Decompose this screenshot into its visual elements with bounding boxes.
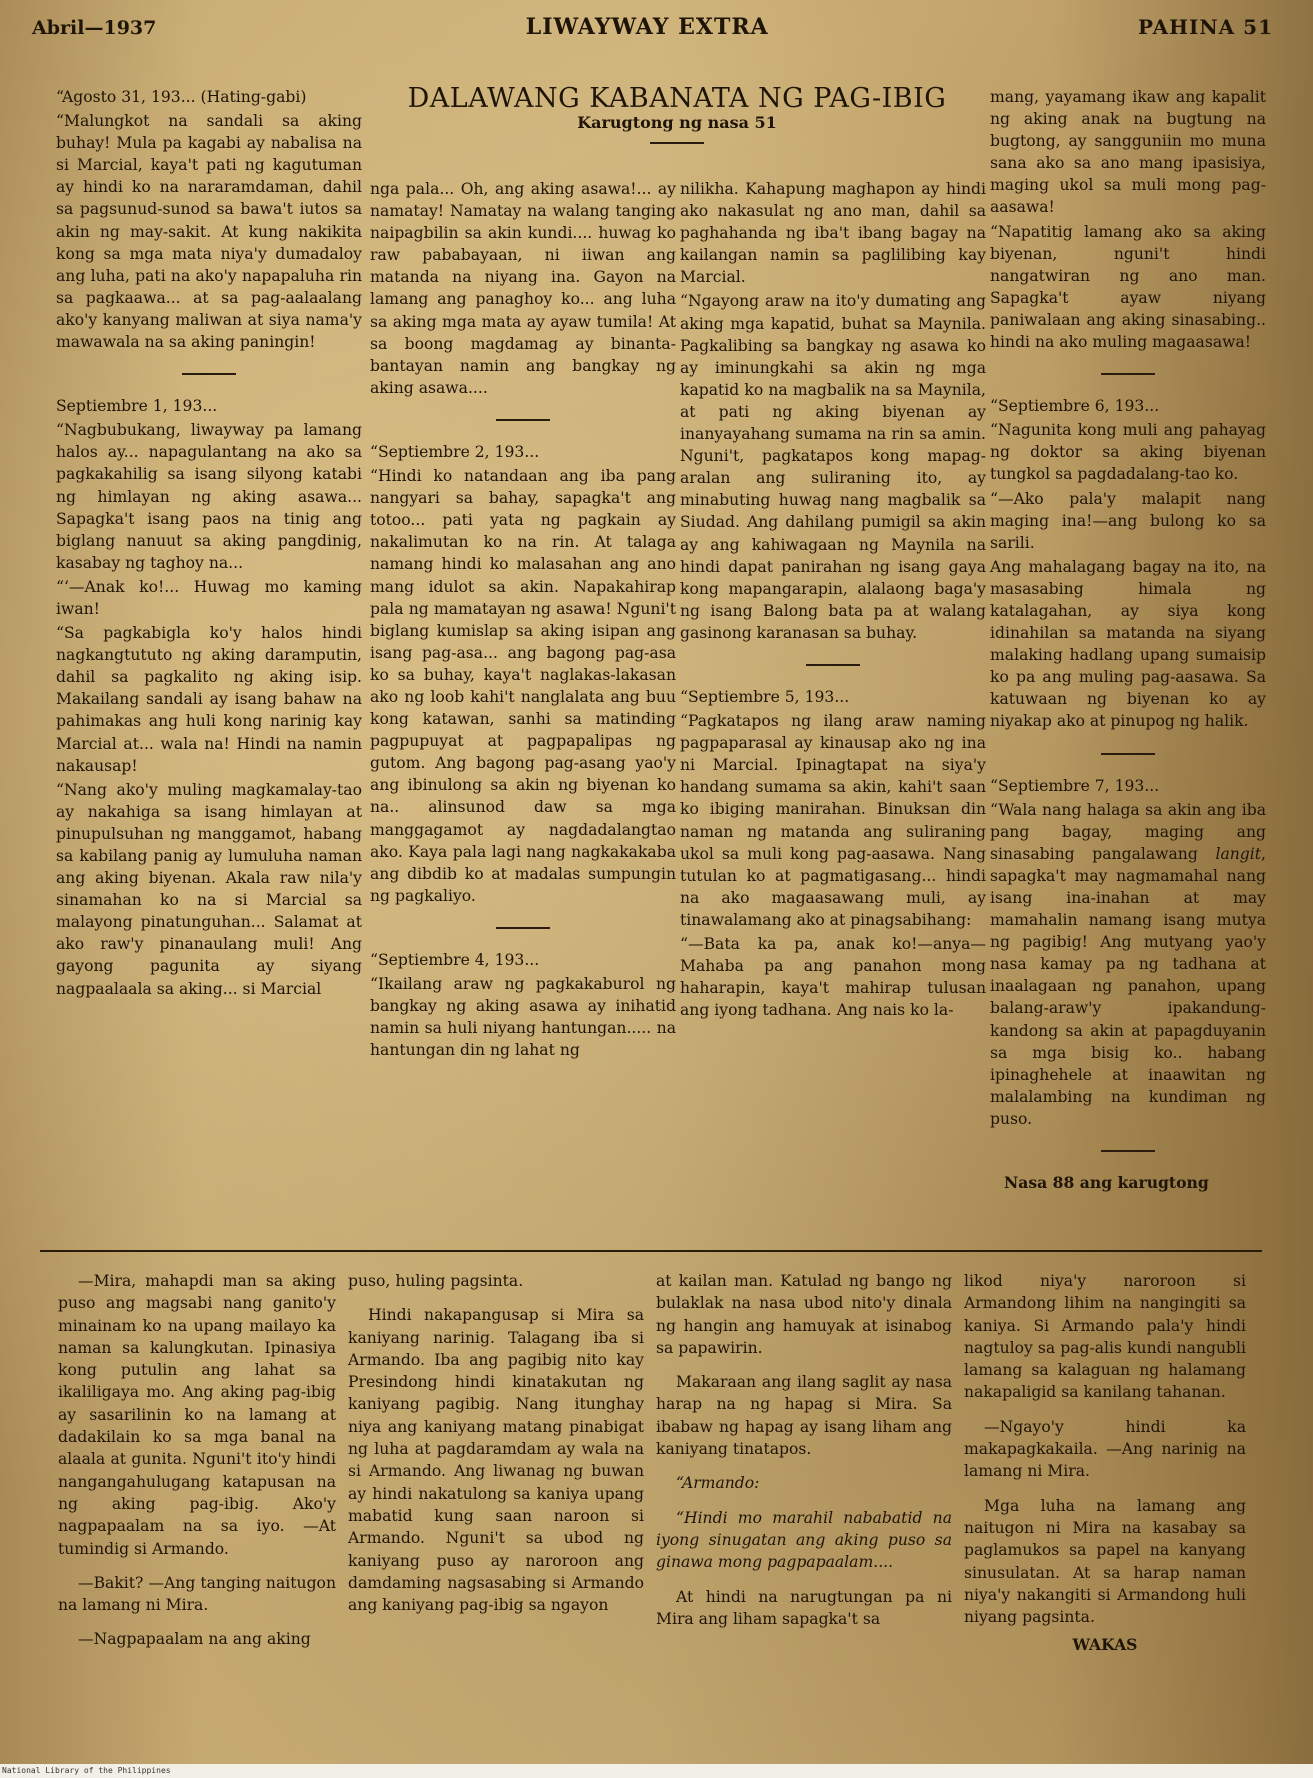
italic-text: “Hindi mo marahil nababatid na iyong sinugatan ang aking puso sa ginawa mong pagpapaalam.... bbox=[656, 1508, 952, 1572]
section-divider bbox=[1101, 373, 1155, 375]
upper-story bbox=[32, 48, 1273, 1260]
paragraph: nga pala... Oh, ang aking asawa!... ay namatay! Namatay na walang tanging naipagbilin sa akin kundi.... huwag ko raw pababayaan, ni iiwan ang matanda na niyang ina. Gayon na lamang ang panaghoy ko... ang luha sa aking mga mata ay ayaw tumila! At sa boong magdamag ay binanta-bantayan namin ang bangkay ng aking asawa.... bbox=[370, 180, 676, 397]
continuation-note: Nasa 88 ang karugtong bbox=[1004, 1173, 1209, 1193]
section-divider bbox=[496, 419, 550, 421]
letter-salutation bbox=[656, 1472, 952, 1494]
column-1 bbox=[56, 86, 362, 1002]
lower-column-3 bbox=[656, 1270, 952, 1642]
paragraph: “Ngayong araw na ito'y dumating ang aking mga kapatid, buhat sa Maynila. Pagkalibing sa bangkay ng asawa ko ay iminungkahi sa akin ng mga kapatid ko na magbalik na sa Maynila, at pati ng aking biyenan ay inanyayahang sumama na rin sa amin. Nguni't, pagkatapos kong mapag-aralan ang suliraning ito, ay minabuting huwag nang magbalik sa Siudad. Ang dahilang pumigil sa akin ay ang kahiwagaan ng Maynila na hindi dapat panirahan ng isang gaya kong mapangarapin, alalaong baga'y ng isang Balong bata pa at walang gasinong karanasan sa buhay. bbox=[680, 292, 986, 642]
section-divider bbox=[1101, 1150, 1155, 1152]
paragraph: “Hindi ko natandaan ang iba pang nangyari sa bahay, sapagka't ang totoo... pati yata ng pagkain ay nakalimutan ko na rin. At talaga namang hindi ko malasahan ang ano mang idulot sa akin. Napakahirap pala ng mamatayan ng asawa! Nguni't biglang kumislap sa aking isipan ang isang pag-asa... ang bagong pag-asa ko sa buhay, kaya't naglakas-lakasan ako ng loob kahi't nanglalata ang buu kong katawan, sanhi sa matinding pagpupuyat at pagpapalipas ng gutom. Ang bagong pag-asang yao'y ang ibinulong sa akin ng biyenan ko na.. alinsunod daw sa mga manggagamot ay nagdadalangtao ako. Kaya pala lagi nang nagkakakaba ang dibdib ko at madalas sumpungin ng pagkaliyo. bbox=[370, 467, 676, 905]
section-divider bbox=[496, 927, 550, 929]
paragraph: “—Bata ka pa, anak ko!—anya—Mahaba pa ang panahon mong haharapin, kaya't mahirap tulusan ang iyong tadhana. Ang nais ko la- bbox=[680, 935, 986, 1020]
paragraph: “Napatitig lamang ako sa aking biyenan, nguni't hindi nangatwiran ng ano man. Sapagka't ayaw niyang paniwalaan ang aking sinasabing.. hindi na ako muling magaasawa! bbox=[990, 222, 1266, 352]
paragraph: —Bakit? —Ang tanging naitugon na lamang ni Mira. bbox=[58, 1573, 336, 1615]
paragraph: mang, yayamang ikaw ang kapalit ng aking anak na bugtung na bugtong, ay sangguniin mo muna sana ako sa ano mang ipasisiya, maging ukol sa muli mong pag-aasawa! bbox=[990, 88, 1266, 217]
lower-column-1 bbox=[58, 1270, 336, 1663]
paragraph: “Nagbubukang, liwayway pa lamang halos ay... napagulantang na ako sa pagkakahilig sa isang silyong katabi ng himlayan ng aking asawa... Sapagka't isang paos na tinig ang biglang nanuut sa aking pangdinig, kasabay ng taghoy na... bbox=[56, 421, 362, 572]
diary-date-sep2: “Septiembre 2, 193... bbox=[370, 442, 540, 461]
paragraph: puso, huling pagsinta. bbox=[348, 1272, 524, 1290]
paragraph: “Nang ako'y muling magkamalay-tao ay nakahiga sa isang himlayan at pinupulsuhan ng manggamot, habang sa kabilang panig ay lumuluha naman ang aking biyenan. Akala raw nila'y sinamahan ko na si Marcial sa malayong pinatunguhan... Salamat at ako raw'y pinanaulang muli! Ang gayong pagunita ay siyang nagpaalaala sa aking... si Marcial bbox=[56, 780, 362, 998]
paragraph bbox=[990, 799, 1266, 1130]
column-2 bbox=[370, 178, 676, 1063]
paragraph: —Ngayo'y hindi ka makapagkakaila. —Ang narinig na lamang ni Mira. bbox=[964, 1417, 1246, 1481]
paragraph: Mga luha na lamang ang naitugon ni Mira na kasabay sa paglamukos sa papel na kanyang sinusulatan. At sa harap naman niya'y nakangiti si Armandong huli niyang pagsinta. bbox=[964, 1496, 1246, 1627]
paragraph: “Ikailang araw ng pagkakaburol ng bangkay ng aking asawa ay inihatid namin sa huli niyang hantungan..... na hantungan din ng lahat ng bbox=[370, 975, 676, 1060]
headline-continuation: Karugtong ng nasa 51 bbox=[577, 113, 777, 132]
italic-text: “Armando: bbox=[676, 1474, 760, 1493]
page-number: PAHINA 51 bbox=[1138, 15, 1273, 39]
diary-date-sep1: Septiembre 1, 193... bbox=[56, 397, 218, 416]
paragraph: “Nagunita kong muli ang pahayag ng doktor sa aking biyenan tungkol sa pagdadalang-tao ko. bbox=[990, 421, 1266, 484]
end-mark: WAKAS bbox=[1072, 1635, 1138, 1655]
column-4 bbox=[990, 86, 1266, 1196]
diary-date-aug31: “Agosto 31, 193... (Hating-gabi) bbox=[56, 88, 307, 106]
section-divider bbox=[806, 664, 860, 666]
paragraph: —Nagpapaalam na ang aking bbox=[78, 1630, 311, 1649]
lower-column-4 bbox=[964, 1270, 1246, 1669]
paragraph: At hindi na narugtungan pa ni Mira ang liham sapagka't sa bbox=[656, 1587, 952, 1628]
text-run: “Wala nang halaga sa akin ang iba pang bagay, maging ang sinasabing pangalawang bbox=[990, 800, 1266, 863]
paragraph: nilikha. Kahapung maghapon ay hindi ako nakasulat ng ano man, dahil sa paghahanda ng iba't ibang bagay na kailangan namin sa paglilibing kay Marcial. bbox=[680, 180, 986, 287]
paragraph: “—Ako pala'y malapit nang maging ina!—ang bulong ko sa sarili. bbox=[990, 489, 1266, 552]
paragraph: at kailan man. Katulad ng bango ng bulaklak na nasa ubod nito'y dinala ng hangin ang hamuyak at isinabog sa papawirin. bbox=[656, 1272, 952, 1357]
section-divider bbox=[182, 373, 236, 375]
story-separator-rule bbox=[40, 1250, 1262, 1252]
diary-date-sep7: “Septiembre 7, 193... bbox=[990, 776, 1160, 795]
letter-body bbox=[656, 1507, 952, 1574]
paragraph: Makaraan ang ilang saglit ay nasa harap na ng hapag si Mira. Sa ibabaw ng hapag ay isang liham ang kaniyang tinatapos. bbox=[656, 1373, 952, 1459]
section-divider bbox=[1101, 753, 1155, 755]
text-run: , sapagka't may nagmamahal nang isang ina-inahan at may mamahalin namang isang mutya ng pagibig! Ang mutyang yao'y nasa kamay pa ng tadhana at inaalagaan ng panahon, upang balang-araw'y ipakandung-kandong sa akin at papagduyanin sa mga bisig ko.. habang ipinaghehele at inaawitan ng malalambing na kundiman ng puso. bbox=[990, 844, 1266, 1128]
diary-date-sep6: “Septiembre 6, 193... bbox=[990, 397, 1160, 416]
headline-rule bbox=[650, 142, 704, 144]
paragraph: “Pagkatapos ng ilang araw naming pagpaparasal ay kinausap ako ng ina ni Marcial. Ipinagtapat na siya'y handang sumama sa akin, kahi't saan ko ibiging manirahan. Binuksan din naman ng matanda ang suliraning ukol sa muli kong pag-aasawa. Nang tutulan ko at pagmatigasang... hindi na ako magaasawang muli, ay tinawalamang ako at pinagsabihang: bbox=[680, 712, 986, 929]
paragraph: Ang mahalagang bagay na ito, na masasabing himala ng katalagahan, ay siya kong idinahilan sa matanda na siyang malaking hadlang upang sumaisip ko pa ang muling pag-aasawa. Sa katuwaan ng biyenan ko ay niyakap ako at pinupog ng halik. bbox=[990, 557, 1266, 731]
diary-date-sep5: “Septiembre 5, 193... bbox=[680, 687, 850, 706]
archive-footer: National Library of the Philippines bbox=[0, 1764, 1313, 1778]
diary-date-sep4: “Septiembre 4, 193... bbox=[370, 950, 540, 969]
issue-date: Abril—1937 bbox=[32, 17, 157, 39]
italic-word: langit bbox=[1215, 844, 1262, 863]
story-headline bbox=[370, 84, 984, 144]
column-3 bbox=[680, 178, 986, 1023]
paragraph: “Malungkot na sandali sa aking buhay! Mula pa kagabi ay nabalisa na si Marcial, kaya't pati ng kagutuman ay hindi ko na nararamdaman, dahil sa pagsunud-sunod sa bawa't iutos sa akin ng may-sakit. At kung nakikita kong sa mga mata niya'y dumadaloy ang luha, pati na ako'y napapaluha rin sa pagkaawa... at sa pag-aalaalang ako'y kanyang maliwan at siya nama'y mawawala na sa aking paningin! bbox=[56, 112, 362, 352]
paragraph: “‘—Anak ko!... Huwag mo kaming iwan! bbox=[56, 577, 362, 618]
running-head bbox=[32, 14, 1273, 48]
publication-name: LIWAYWAY EXTRA bbox=[525, 14, 769, 40]
paragraph: likod niya'y naroroon si Armandong lihim na nangingiti sa kaniya. Si Armando pala'y hindi nagtuloy sa pag-alis kundi nangubli lamang sa kalaguan ng halamang nakapaligid sa kanilang tahanan. bbox=[964, 1272, 1246, 1402]
paragraph: —Mira, mahapdi man sa aking puso ang magsabi nang ganito'y minainam ko na upang mailayo ka naman sa kalungkutan. Ipinasiya kong putulin ang lahat sa ikaliligaya mo. Ang aking pag-ibig ay sasarilinin ko na lamang at dadakilain ko sa mga banal na alaala at gunita. Nguni't ito'y hindi nangangahulugang katapusan na ng aking pag-ibig. Ako'y nagpapaalam na sa iyo. —At tumindig si Armando. bbox=[58, 1272, 336, 1558]
headline-title: DALAWANG KABANATA NG PAG-IBIG bbox=[407, 83, 947, 114]
paragraph: Hindi nakapangusap si Mira sa kaniyang narinig. Talagang iba si Armando. Iba ang pagibig nito kay Presindong hindi kinatakutan ng kaniyang pagibig. Nang itunghay niya ang kaniyang matang pinabigat ng luha at pagdaramdam ay wala na si Armando. Ang liwanag ng buwan ay hindi nakatulong sa kaniya upang mabatid kung saan naroon si Armando. Nguni't sa ubod ng kaniyang puso ay naroroon ang damdaming nagsasabing si Armando ang kaniyang pag-ibig sa ngayon bbox=[348, 1306, 644, 1615]
paragraph: “Sa pagkabigla ko'y halos hindi nagkangtututo ng aking daramputin, dahil sa pagkalito ng aking isip. Makailang sandali ay isang bahaw na pahimakas ang huli kong narinig kay Marcial at... wala na! Hindi na namin nakausap! bbox=[56, 624, 362, 775]
lower-column-2 bbox=[348, 1270, 644, 1628]
